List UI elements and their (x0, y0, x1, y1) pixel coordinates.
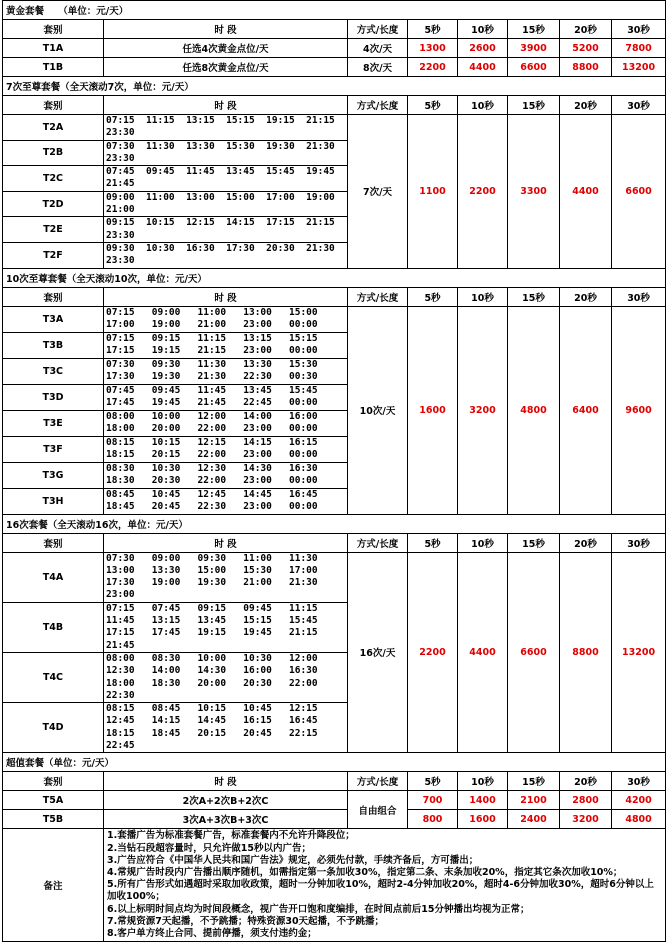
notes-label: 备注 (3, 829, 104, 942)
header-30s: 30秒 (612, 96, 666, 115)
period-text: 任选8次黄金点位/天 (104, 58, 348, 77)
header-30s: 30秒 (612, 533, 666, 552)
price-cell: 700 (408, 791, 458, 810)
header-15s: 15秒 (508, 20, 560, 39)
ten-section-title: 10次至尊套餐（全天滚动10次，单位：元/天） (3, 268, 666, 287)
price-cell: 1400 (458, 791, 508, 810)
price-cell: 7800 (612, 39, 666, 58)
sixteen-section-title: 16次套餐（全天滚动16次，单位：元/天） (3, 514, 666, 533)
header-15s: 15秒 (508, 287, 560, 306)
header-20s: 20秒 (560, 533, 612, 552)
package-code: T3E (3, 410, 104, 436)
price-table (2, 0, 666, 942)
price-cell: 1600 (458, 810, 508, 829)
header-mode: 方式/长度 (348, 772, 408, 791)
table-row (3, 810, 666, 829)
price-cell: 4400 (458, 552, 508, 753)
header-period: 时 段 (104, 20, 348, 39)
package-code: T3H (3, 488, 104, 514)
price-cell: 3900 (508, 39, 560, 58)
mode-text: 16次/天 (348, 552, 408, 753)
header-30s: 30秒 (612, 287, 666, 306)
gold-section-title: 黄金套餐 （单位：元/天） (3, 1, 666, 20)
price-cell: 6600 (508, 552, 560, 753)
time-slots: 07:45 09:45 11:45 13:45 15:45 19:45 21:45 (104, 166, 348, 192)
time-slots: 09:15 10:15 12:15 14:15 17:15 21:15 23:30 (104, 217, 348, 243)
time-slots: 07:15 09:00 11:00 13:00 15:00 17:00 19:00 21:00 23:00 00:00 (104, 306, 348, 332)
price-cell: 3200 (458, 306, 508, 514)
time-slots: 07:30 09:30 11:30 13:30 15:30 17:30 19:30 21:30 22:30 00:30 (104, 358, 348, 384)
package-code: T3A (3, 306, 104, 332)
note-item: 4.常规广告时段内广告播出顺序随机，如需指定第一条加收30%，指定第二条、末条加收20%，指定其它条次加收10%； (107, 866, 623, 878)
header-code: 套别 (3, 20, 104, 39)
package-code: T3B (3, 332, 104, 358)
header-period: 时 段 (104, 96, 348, 115)
package-code: T3D (3, 384, 104, 410)
package-code: T3C (3, 358, 104, 384)
header-30s: 30秒 (612, 772, 666, 791)
price-cell: 6400 (560, 306, 612, 514)
header-30s: 30秒 (612, 20, 666, 39)
package-code: T2D (3, 191, 104, 217)
price-cell: 2200 (458, 115, 508, 269)
package-code: T2E (3, 217, 104, 243)
time-slots: 07:45 09:45 11:45 13:45 15:45 17:45 19:45 21:45 22:45 00:00 (104, 384, 348, 410)
price-cell: 6600 (612, 115, 666, 269)
time-slots: 08:00 10:00 12:00 14:00 16:00 18:00 20:00 22:00 23:00 00:00 (104, 410, 348, 436)
price-cell: 4800 (508, 306, 560, 514)
time-slots: 07:15 09:15 11:15 13:15 15:15 17:15 19:15 21:15 23:00 00:00 (104, 332, 348, 358)
header-period: 时 段 (104, 287, 348, 306)
header-code: 套别 (3, 287, 104, 306)
value-section-title: 超值套餐（单位：元/天） (3, 753, 666, 772)
price-cell: 4200 (612, 791, 666, 810)
price-cell: 8800 (560, 58, 612, 77)
package-code: T2F (3, 242, 104, 268)
package-code: T5B (3, 810, 104, 829)
header-5s: 5秒 (408, 533, 458, 552)
header-15s: 15秒 (508, 772, 560, 791)
header-10s: 10秒 (458, 96, 508, 115)
header-20s: 20秒 (560, 20, 612, 39)
note-item: 3.广告应符合《中国华人民共和国广告法》规定，必须先付款，手续齐备后，方可播出； (107, 854, 479, 866)
package-code: T1B (3, 58, 104, 77)
package-code: T2A (3, 115, 104, 141)
table-row (3, 791, 666, 810)
price-cell: 13200 (612, 552, 666, 753)
package-code: T4D (3, 703, 104, 753)
header-5s: 5秒 (408, 287, 458, 306)
package-code: T1A (3, 39, 104, 58)
mode-text: 自由组合 (348, 791, 408, 829)
price-cell: 1100 (408, 115, 458, 269)
header-period: 时 段 (104, 533, 348, 552)
header-15s: 15秒 (508, 96, 560, 115)
price-cell: 4400 (560, 115, 612, 269)
header-20s: 20秒 (560, 772, 612, 791)
mode-text: 8次/天 (348, 58, 408, 77)
notes-list (104, 829, 666, 942)
header-10s: 10秒 (458, 20, 508, 39)
table-row (3, 115, 666, 141)
header-10s: 10秒 (458, 287, 508, 306)
price-cell: 6600 (508, 58, 560, 77)
time-slots: 07:15 11:15 13:15 15:15 19:15 21:15 23:30 (104, 115, 348, 141)
table-row (3, 39, 666, 58)
header-15s: 15秒 (508, 533, 560, 552)
header-10s: 10秒 (458, 772, 508, 791)
package-code: T4C (3, 652, 104, 702)
note-item: 8.客户单方终止合同、提前停播，须支付违约金； (107, 927, 317, 939)
price-cell: 9600 (612, 306, 666, 514)
price-cell: 2600 (458, 39, 508, 58)
package-code: T3G (3, 462, 104, 488)
time-slots: 08:45 10:45 12:45 14:45 16:45 18:45 20:45 22:30 23:00 00:00 (104, 488, 348, 514)
note-item: 6.以上标明时间点均为时间段概念，视广告开口饱和度编排，在时间点前后15分钟播出均视为正常； (107, 903, 530, 915)
header-5s: 5秒 (408, 772, 458, 791)
price-cell: 3200 (560, 810, 612, 829)
header-code: 套别 (3, 772, 104, 791)
header-20s: 20秒 (560, 287, 612, 306)
table-row (3, 552, 666, 602)
header-mode: 方式/长度 (348, 287, 408, 306)
package-code: T2C (3, 166, 104, 192)
period-text: 2次A+2次B+2次C (104, 791, 348, 810)
header-mode: 方式/长度 (348, 533, 408, 552)
price-cell: 13200 (612, 58, 666, 77)
price-cell: 1600 (408, 306, 458, 514)
time-slots: 08:15 10:15 12:15 14:15 16:15 18:15 20:15 22:00 23:00 00:00 (104, 436, 348, 462)
header-mode: 方式/长度 (348, 20, 408, 39)
header-period: 时 段 (104, 772, 348, 791)
note-item: 2.当钻石段超容量时，只允许做15秒以内广告； (107, 842, 311, 854)
header-5s: 5秒 (408, 20, 458, 39)
time-slots: 09:00 11:00 13:00 15:00 17:00 19:00 21:00 (104, 191, 348, 217)
time-slots: 09:30 10:30 16:30 17:30 20:30 21:30 23:30 (104, 242, 348, 268)
price-cell: 2400 (508, 810, 560, 829)
mode-text: 7次/天 (348, 115, 408, 269)
price-cell: 800 (408, 810, 458, 829)
package-code: T4B (3, 602, 104, 652)
header-code: 套别 (3, 533, 104, 552)
note-item: 1.套播广告为标准套餐广告，标准套餐内不允许升降段位； (107, 830, 355, 842)
header-code: 套别 (3, 96, 104, 115)
package-code: T2B (3, 140, 104, 166)
mode-text: 10次/天 (348, 306, 408, 514)
time-slots: 08:30 10:30 12:30 14:30 16:30 18:30 20:30 22:00 23:00 00:00 (104, 462, 348, 488)
table-row (3, 58, 666, 77)
price-cell: 2800 (560, 791, 612, 810)
package-code: T4A (3, 552, 104, 602)
package-code: T5A (3, 791, 104, 810)
time-slots: 07:30 11:30 13:30 15:30 19:30 21:30 23:30 (104, 140, 348, 166)
table-row (3, 306, 666, 332)
period-text: 3次A+3次B+3次C (104, 810, 348, 829)
header-20s: 20秒 (560, 96, 612, 115)
price-cell: 8800 (560, 552, 612, 753)
time-slots: 07:30 09:00 09:30 11:00 11:30 13:00 13:30 15:00 15:30 17:00 17:30 19:00 19:30 21:00 21:30 23:00 (104, 552, 348, 602)
price-cell: 4800 (612, 810, 666, 829)
header-mode: 方式/长度 (348, 96, 408, 115)
header-5s: 5秒 (408, 96, 458, 115)
note-item: 7.常规资源7天起播，不予跳播；特殊资源30天起播，不予跳播； (107, 915, 385, 927)
time-slots: 08:00 08:30 10:00 10:30 12:00 12:30 14:00 14:30 16:00 16:30 18:00 18:30 20:00 20:30 22:00 22:30 (104, 652, 348, 702)
price-cell: 2200 (408, 552, 458, 753)
package-code: T3F (3, 436, 104, 462)
time-slots: 07:15 07:45 09:15 09:45 11:15 11:45 13:15 13:45 15:15 15:45 17:15 17:45 19:15 19:45 21:15 21:45 (104, 602, 348, 652)
price-cell: 3300 (508, 115, 560, 269)
price-cell: 5200 (560, 39, 612, 58)
seven-section-title: 7次至尊套餐（全天滚动7次，单位：元/天） (3, 77, 666, 96)
price-cell: 1300 (408, 39, 458, 58)
header-10s: 10秒 (458, 533, 508, 552)
note-item: 5.所有广告形式如遇超时采取加收政策，超时一分钟加收10%，超时2-4分钟加收20%，超时4-6分钟加收30%，超时6分钟以上加收100%； (107, 879, 654, 903)
price-cell: 2200 (408, 58, 458, 77)
period-text: 任选4次黄金点位/天 (104, 39, 348, 58)
price-cell: 4400 (458, 58, 508, 77)
mode-text: 4次/天 (348, 39, 408, 58)
time-slots: 08:15 08:45 10:15 10:45 12:15 12:45 14:15 14:45 16:15 16:45 18:15 18:45 20:15 20:45 22:15 22:45 (104, 703, 348, 753)
price-cell: 2100 (508, 791, 560, 810)
